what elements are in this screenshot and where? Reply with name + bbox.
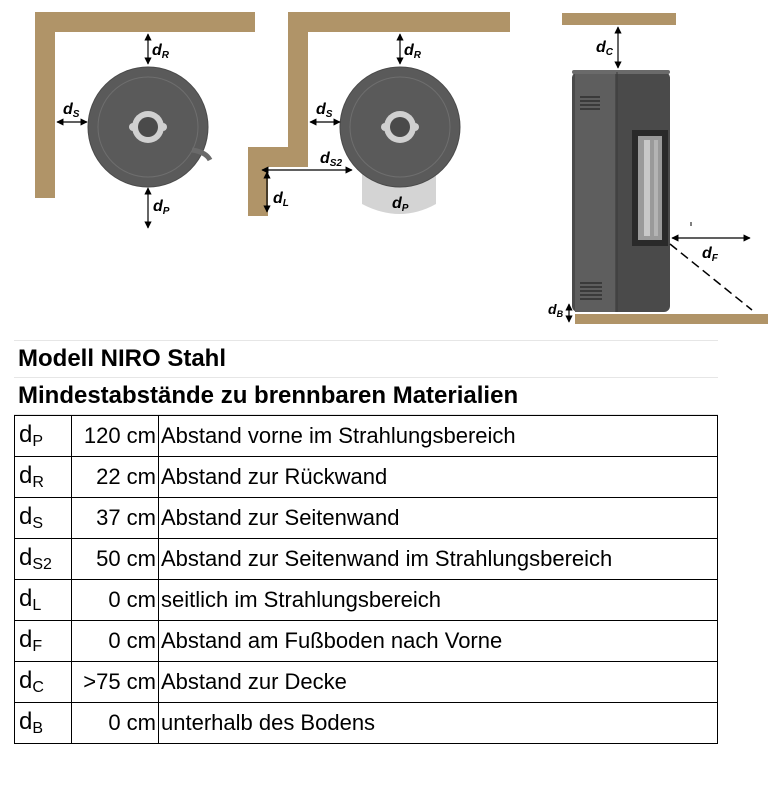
label-dP-2: dP	[392, 195, 409, 214]
description-cell: Abstand am Fußboden nach Vorne	[159, 621, 718, 662]
label-dP-1: dP	[153, 198, 170, 217]
symbol-cell	[15, 580, 72, 621]
value-cell: 0 cm	[72, 703, 159, 744]
floor	[575, 314, 768, 324]
label-dR-1: dR	[152, 42, 170, 61]
value-cell: 22 cm	[72, 457, 159, 498]
description-cell: unterhalb des Bodens	[159, 703, 718, 744]
value-cell: 37 cm	[72, 498, 159, 539]
symbol-subscript: B	[32, 720, 44, 737]
value-cell: 0 cm	[72, 580, 159, 621]
symbol-main: d	[19, 708, 33, 735]
table-row	[15, 498, 718, 539]
value-cell: >75 cm	[72, 662, 159, 703]
table-row	[15, 539, 718, 580]
value-cell: 120 cm	[72, 416, 159, 457]
symbol-subscript: P	[32, 433, 44, 450]
value-cell: 0 cm	[72, 621, 159, 662]
stove-top-view-1	[88, 67, 210, 187]
label-dL: dL	[273, 190, 289, 209]
description-cell: Abstand zur Seitenwand	[159, 498, 718, 539]
symbol-main: d	[19, 585, 33, 612]
symbol-subscript: F	[32, 638, 43, 655]
label-dS-1: dS	[63, 101, 80, 120]
symbol-main: d	[19, 626, 33, 653]
label-dS-2: dS	[316, 101, 333, 120]
label-dS2: dS2	[320, 150, 343, 169]
symbol-cell	[15, 498, 72, 539]
symbol-subscript: R	[32, 474, 44, 491]
stove-side-view	[572, 70, 670, 312]
symbol-subscript: S	[32, 515, 44, 532]
table-row	[15, 580, 718, 621]
value-cell: 50 cm	[72, 539, 159, 580]
description-cell: Abstand vorne im Strahlungsbereich	[159, 416, 718, 457]
table-row	[15, 416, 718, 457]
label-dF: dF	[702, 245, 718, 264]
description-cell: seitlich im Strahlungsbereich	[159, 580, 718, 621]
description-cell: Abstand zur Rückwand	[159, 457, 718, 498]
table-row	[15, 621, 718, 662]
clearance-table	[14, 340, 718, 744]
symbol-subscript: S2	[32, 556, 52, 573]
clearance-diagram	[0, 0, 768, 330]
label-dC: dC	[596, 39, 614, 58]
view-corner	[35, 12, 255, 228]
symbol-cell	[15, 416, 72, 457]
view-radiation	[248, 12, 510, 216]
symbol-cell	[15, 539, 72, 580]
symbol-main: d	[19, 667, 33, 694]
table-subtitle: Mindestabstände zu brennbaren Materialien	[14, 378, 718, 415]
symbol-cell	[15, 621, 72, 662]
description-cell: Abstand zur Seitenwand im Strahlungsbereich	[159, 539, 718, 580]
description-cell: Abstand zur Decke	[159, 662, 718, 703]
label-dB: $d_B$	[548, 301, 564, 319]
label-dR-2: dR	[404, 42, 422, 61]
ceiling	[562, 13, 676, 25]
symbol-subscript: C	[32, 679, 44, 696]
table-row	[15, 457, 718, 498]
symbol-main: d	[19, 421, 33, 448]
symbol-cell	[15, 703, 72, 744]
symbol-cell	[15, 457, 72, 498]
symbol-cell	[15, 662, 72, 703]
view-side	[548, 13, 768, 324]
stove-top-view-2	[340, 67, 460, 187]
table-row	[15, 703, 718, 744]
table-title: Modell NIRO Stahl	[14, 340, 718, 378]
symbol-main: d	[19, 503, 33, 530]
table-row	[15, 662, 718, 703]
symbol-main: d	[19, 544, 33, 571]
symbol-main: d	[19, 462, 33, 489]
clearance-grid	[14, 415, 718, 744]
symbol-subscript: L	[32, 597, 42, 614]
